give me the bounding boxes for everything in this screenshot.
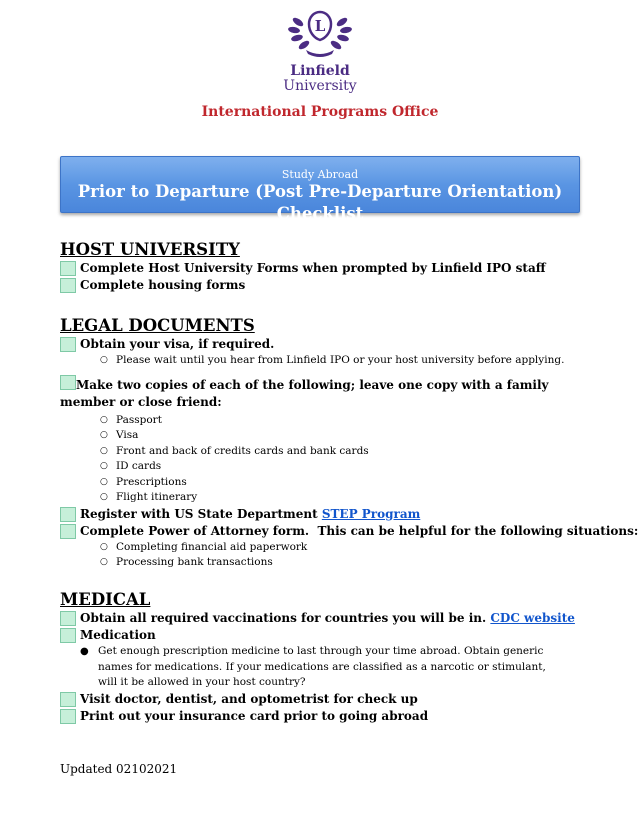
laurel-emblem-icon [284,8,356,60]
list-item: ○ ID cards [100,460,162,472]
checkbox[interactable] [60,692,76,707]
medical-section [60,590,600,725]
legal-heading: LEGAL DOCUMENTS [60,316,255,335]
university-logo [280,8,360,94]
list-item: ○ Prescriptions [100,475,187,488]
checkbox[interactable] [60,278,76,293]
checkbox[interactable] [60,261,76,276]
list-item: ○ Completing financial aid paperwork [100,540,308,553]
checklist-item: Obtain your visa, if required. [60,336,600,353]
office-title: International Programs Office [201,104,439,120]
list-item: ○ Passport [100,413,162,426]
cdc-website-link[interactable]: CDC website [490,611,575,625]
checklist-item: Make two copies of each of the following; leave one copy with a family member or close friend: [60,375,600,411]
list-item: ○ Processing bank transactions [100,556,273,568]
host-university-section [60,240,600,294]
checklist-item: Medication [60,627,600,644]
host-heading: HOST UNIVERSITY [60,240,240,259]
checkbox[interactable] [60,611,76,626]
banner-subtitle: Study Abroad [281,168,359,181]
medical-heading: MEDICAL [60,590,151,609]
checkbox[interactable] [60,709,76,724]
logo-line2: University [283,78,357,94]
checklist-item: Obtain all required vaccinations for countries you will be in. CDC website [60,610,600,627]
list-item: ○ Please wait until you hear from Linfield IPO or your host university before applying. [100,354,565,366]
step-program-link[interactable]: STEP Program [321,506,421,521]
title-banner [60,156,580,223]
checkbox[interactable] [60,628,76,643]
checklist-item: Register with US State Department STEP Program [60,506,600,523]
checklist-item: Complete Host University Forms when prompted by Linfield IPO staff [60,260,600,277]
checklist-item: Print out your insurance card prior to going abroad [60,708,600,725]
checkbox[interactable] [60,375,76,390]
checkbox[interactable] [60,524,76,539]
banner-title: Prior to Departure (Post Pre-Departure Orientation) Checklist [77,182,563,223]
copies-list [60,413,600,506]
list-item: ○ Visa [100,429,139,441]
logo-mark: L [314,17,326,35]
checklist-item: Visit doctor, dentist, and optometrist for check up [60,691,600,708]
list-item: ○ Flight itinerary [100,491,198,503]
logo-line1: Linfield [290,63,350,79]
checkbox[interactable] [60,507,76,522]
checkbox[interactable] [60,337,76,352]
list-item: ○ Front and back of credits cards and bank cards [100,444,369,457]
list-item: ● Get enough prescription medicine to last through your time abroad. Obtain generic names for medications. If your medications are classified as a narcotic or stimulant, will it be allowed in your host country? [80,645,546,688]
updated-date: Updated 02102021 [60,762,178,776]
legal-documents-section [60,316,639,571]
checklist-item: Complete Power of Attorney form. This can be helpful for the following situations: [60,523,600,540]
checklist-item: Complete housing forms [60,277,600,294]
